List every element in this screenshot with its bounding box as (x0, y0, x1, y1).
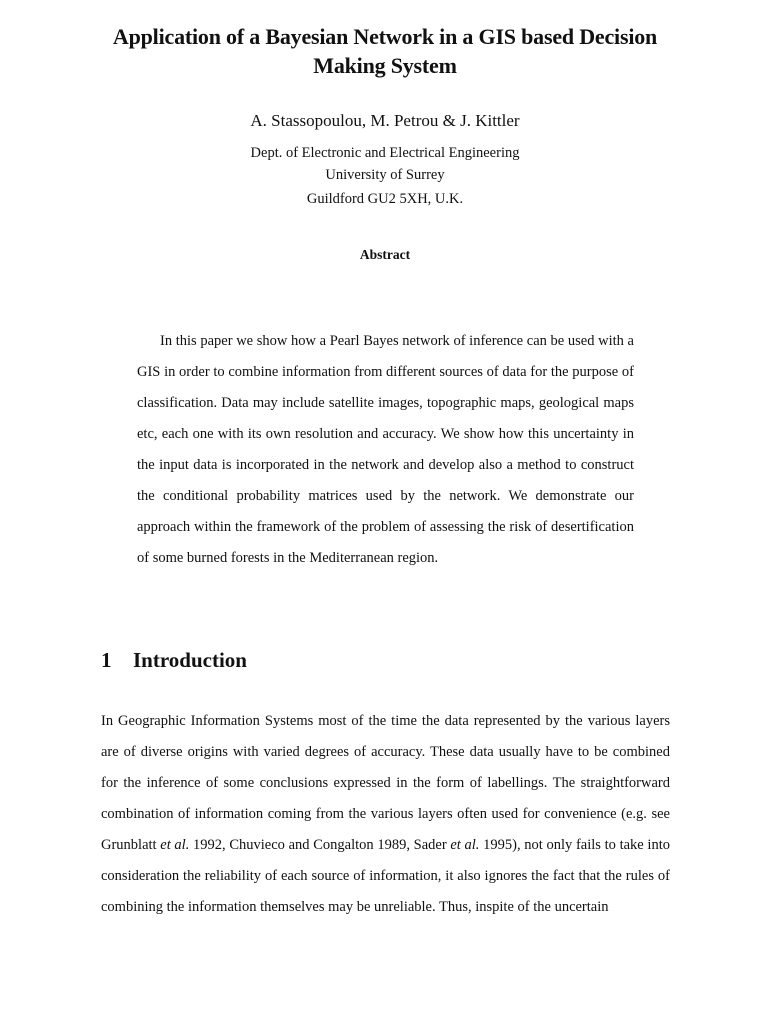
affiliation-university: University of Surrey (325, 167, 445, 183)
affiliation-dept: Dept. of Electronic and Electrical Engineering (250, 145, 520, 161)
paper-title-line-2: Making System (313, 53, 457, 78)
introduction-paragraph (101, 706, 670, 923)
section-heading-introduction (101, 647, 247, 673)
abstract-heading: Abstract (359, 247, 411, 262)
paper-title-line-1: Application of a Bayesian Network in a GIS based Decision (112, 24, 658, 49)
citation-etal-2: et al. (450, 837, 480, 853)
author-list: A. Stassopoulou, M. Petrou & J. Kittler (250, 111, 520, 130)
intro-text-part-3: 1995), not only fails to take into consideration the reliability of each source of information, it also ignores the fact that the rules of combining the information themselves may be unreliable. Thus, inspite of the uncertain (101, 837, 670, 915)
intro-text-part-2: 1992, Chuvieco and Congalton 1989, Sader (189, 837, 451, 853)
section-title: Introduction (133, 648, 247, 672)
paper-title (60, 22, 710, 80)
abstract-text: In this paper we show how a Pearl Bayes network of inference can be used with a GIS in order to combine information from different sources of data for the purpose of classification. Data may include satellite images, topographic maps, geological maps etc, each one with its own resolution and accuracy. We show how this uncertainty in the input data is incorporated in the network and develop also a method to construct the conditional probability matrices used by the network. We demonstrate our approach within the framework of the problem of assessing the risk of desertification of some burned forests in the Mediterranean region. (137, 333, 634, 566)
section-number: 1 (101, 648, 112, 672)
citation-etal-1: et al. (160, 837, 190, 853)
affiliation-address: Guildford GU2 5XH, U.K. (306, 191, 464, 207)
intro-text-part-1: In Geographic Information Systems most of the time the data represented by the various layers are of diverse origins with varied degrees of accuracy. These data usually have to be combined for the inference of some conclusions expressed in the form of labellings. The straightforward combination of information coming from the various layers often used for convenience (e.g. see Grunblatt (101, 713, 670, 853)
